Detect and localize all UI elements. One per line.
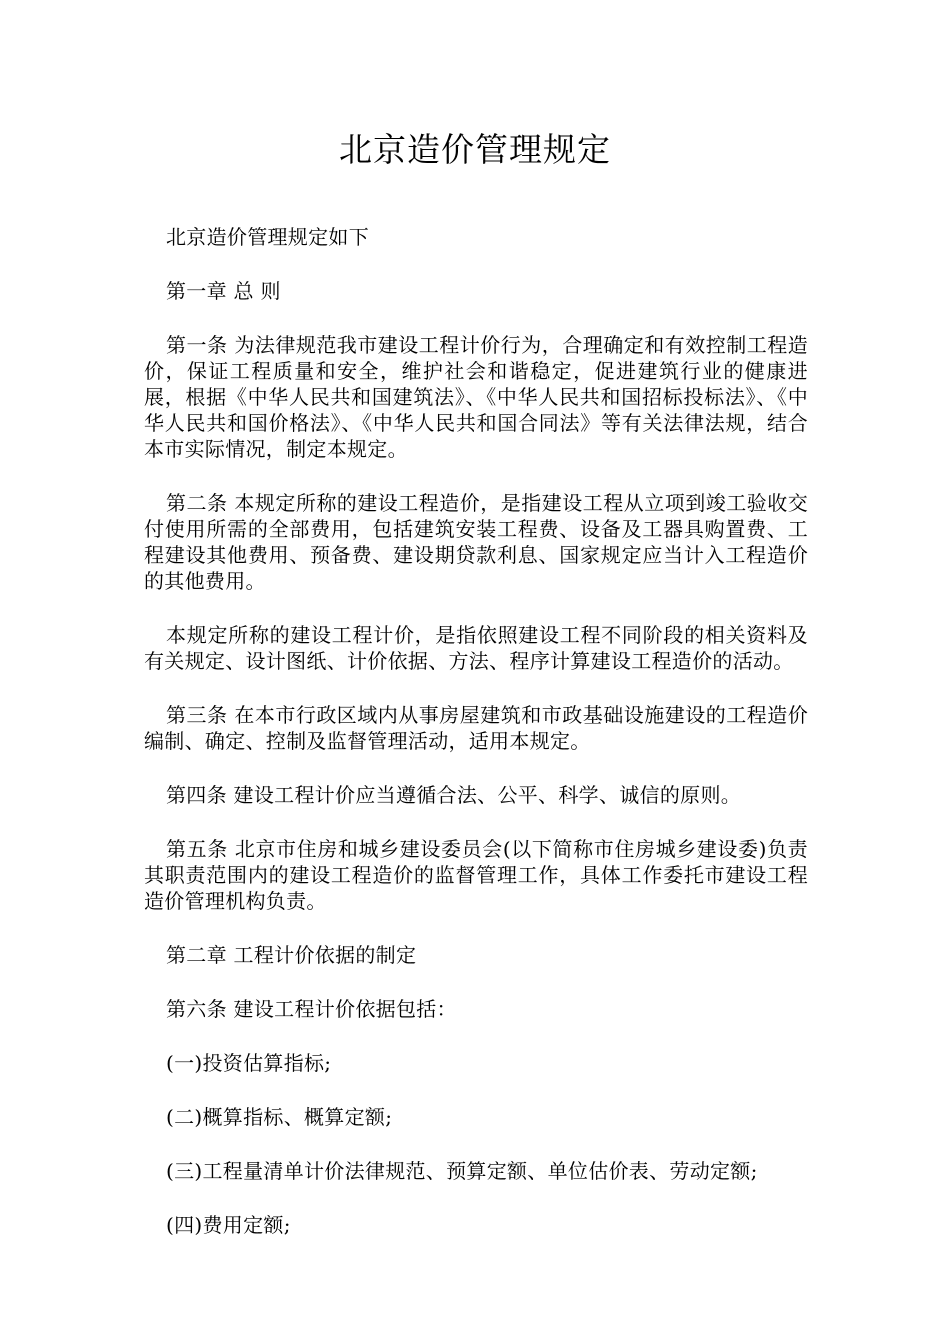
article-5-paragraph: 第五条 北京市住房和城乡建设委员会(以下简称市住房城乡建设委)负责其职责范围内的建设工程造价的监督管理工作，具体工作委托市建设工程造价管理机构负责。	[144, 837, 808, 913]
document-body	[144, 224, 808, 1266]
article-2-definition-paragraph: 本规定所称的建设工程计价，是指依照建设工程不同阶段的相关资料及有关规定、设计图纸、计价依据、方法、程序计算建设工程造价的活动。	[144, 623, 808, 673]
article-6-paragraph: 第六条 建设工程计价依据包括：	[166, 997, 457, 1021]
chapter-1-heading: 第一章 总 则	[166, 279, 281, 303]
list-item-1: (一)投资估算指标;	[166, 1051, 332, 1075]
article-3-paragraph: 第三条 在本市行政区域内从事房屋建筑和市政基础设施建设的工程造价编制、确定、控制及监督管理活动，适用本规定。	[144, 703, 808, 753]
chapter-2-heading: 第二章 工程计价依据的制定	[166, 943, 417, 967]
article-1-paragraph: 第一条 为法律规范我市建设工程计价行为，合理确定和有效控制工程造价，保证工程质量和安全，维护社会和谐稳定，促进建筑行业的健康进展，根据《中华人民共和国建筑法》、《中华人民共和国招标投标法》、《中华人民共和国价格法》、《中华人民共和国合同法》等有关法律法规，结合本市实际情况，制定本规定。	[144, 333, 808, 461]
list-item-2: (二)概算指标、概算定额;	[166, 1105, 393, 1129]
article-2-paragraph: 第二条 本规定所称的建设工程造价，是指建设工程从立项到竣工验收交付使用所需的全部费用，包括建筑安装工程费、设备及工器具购置费、工程建设其他费用、预备费、建设期贷款利息、国家规定应当计入工程造价的其他费用。	[144, 491, 808, 593]
list-item-4: (四)费用定额;	[166, 1213, 291, 1237]
article-4-paragraph: 第四条 建设工程计价应当遵循合法、公平、科学、诚信的原则。	[166, 783, 742, 807]
intro-paragraph: 北京造价管理规定如下	[166, 225, 369, 249]
document-title: 北京造价管理规定	[339, 130, 611, 169]
list-item-3: (三)工程量清单计价法律规范、预算定额、单位估价表、劳动定额;	[166, 1159, 758, 1183]
